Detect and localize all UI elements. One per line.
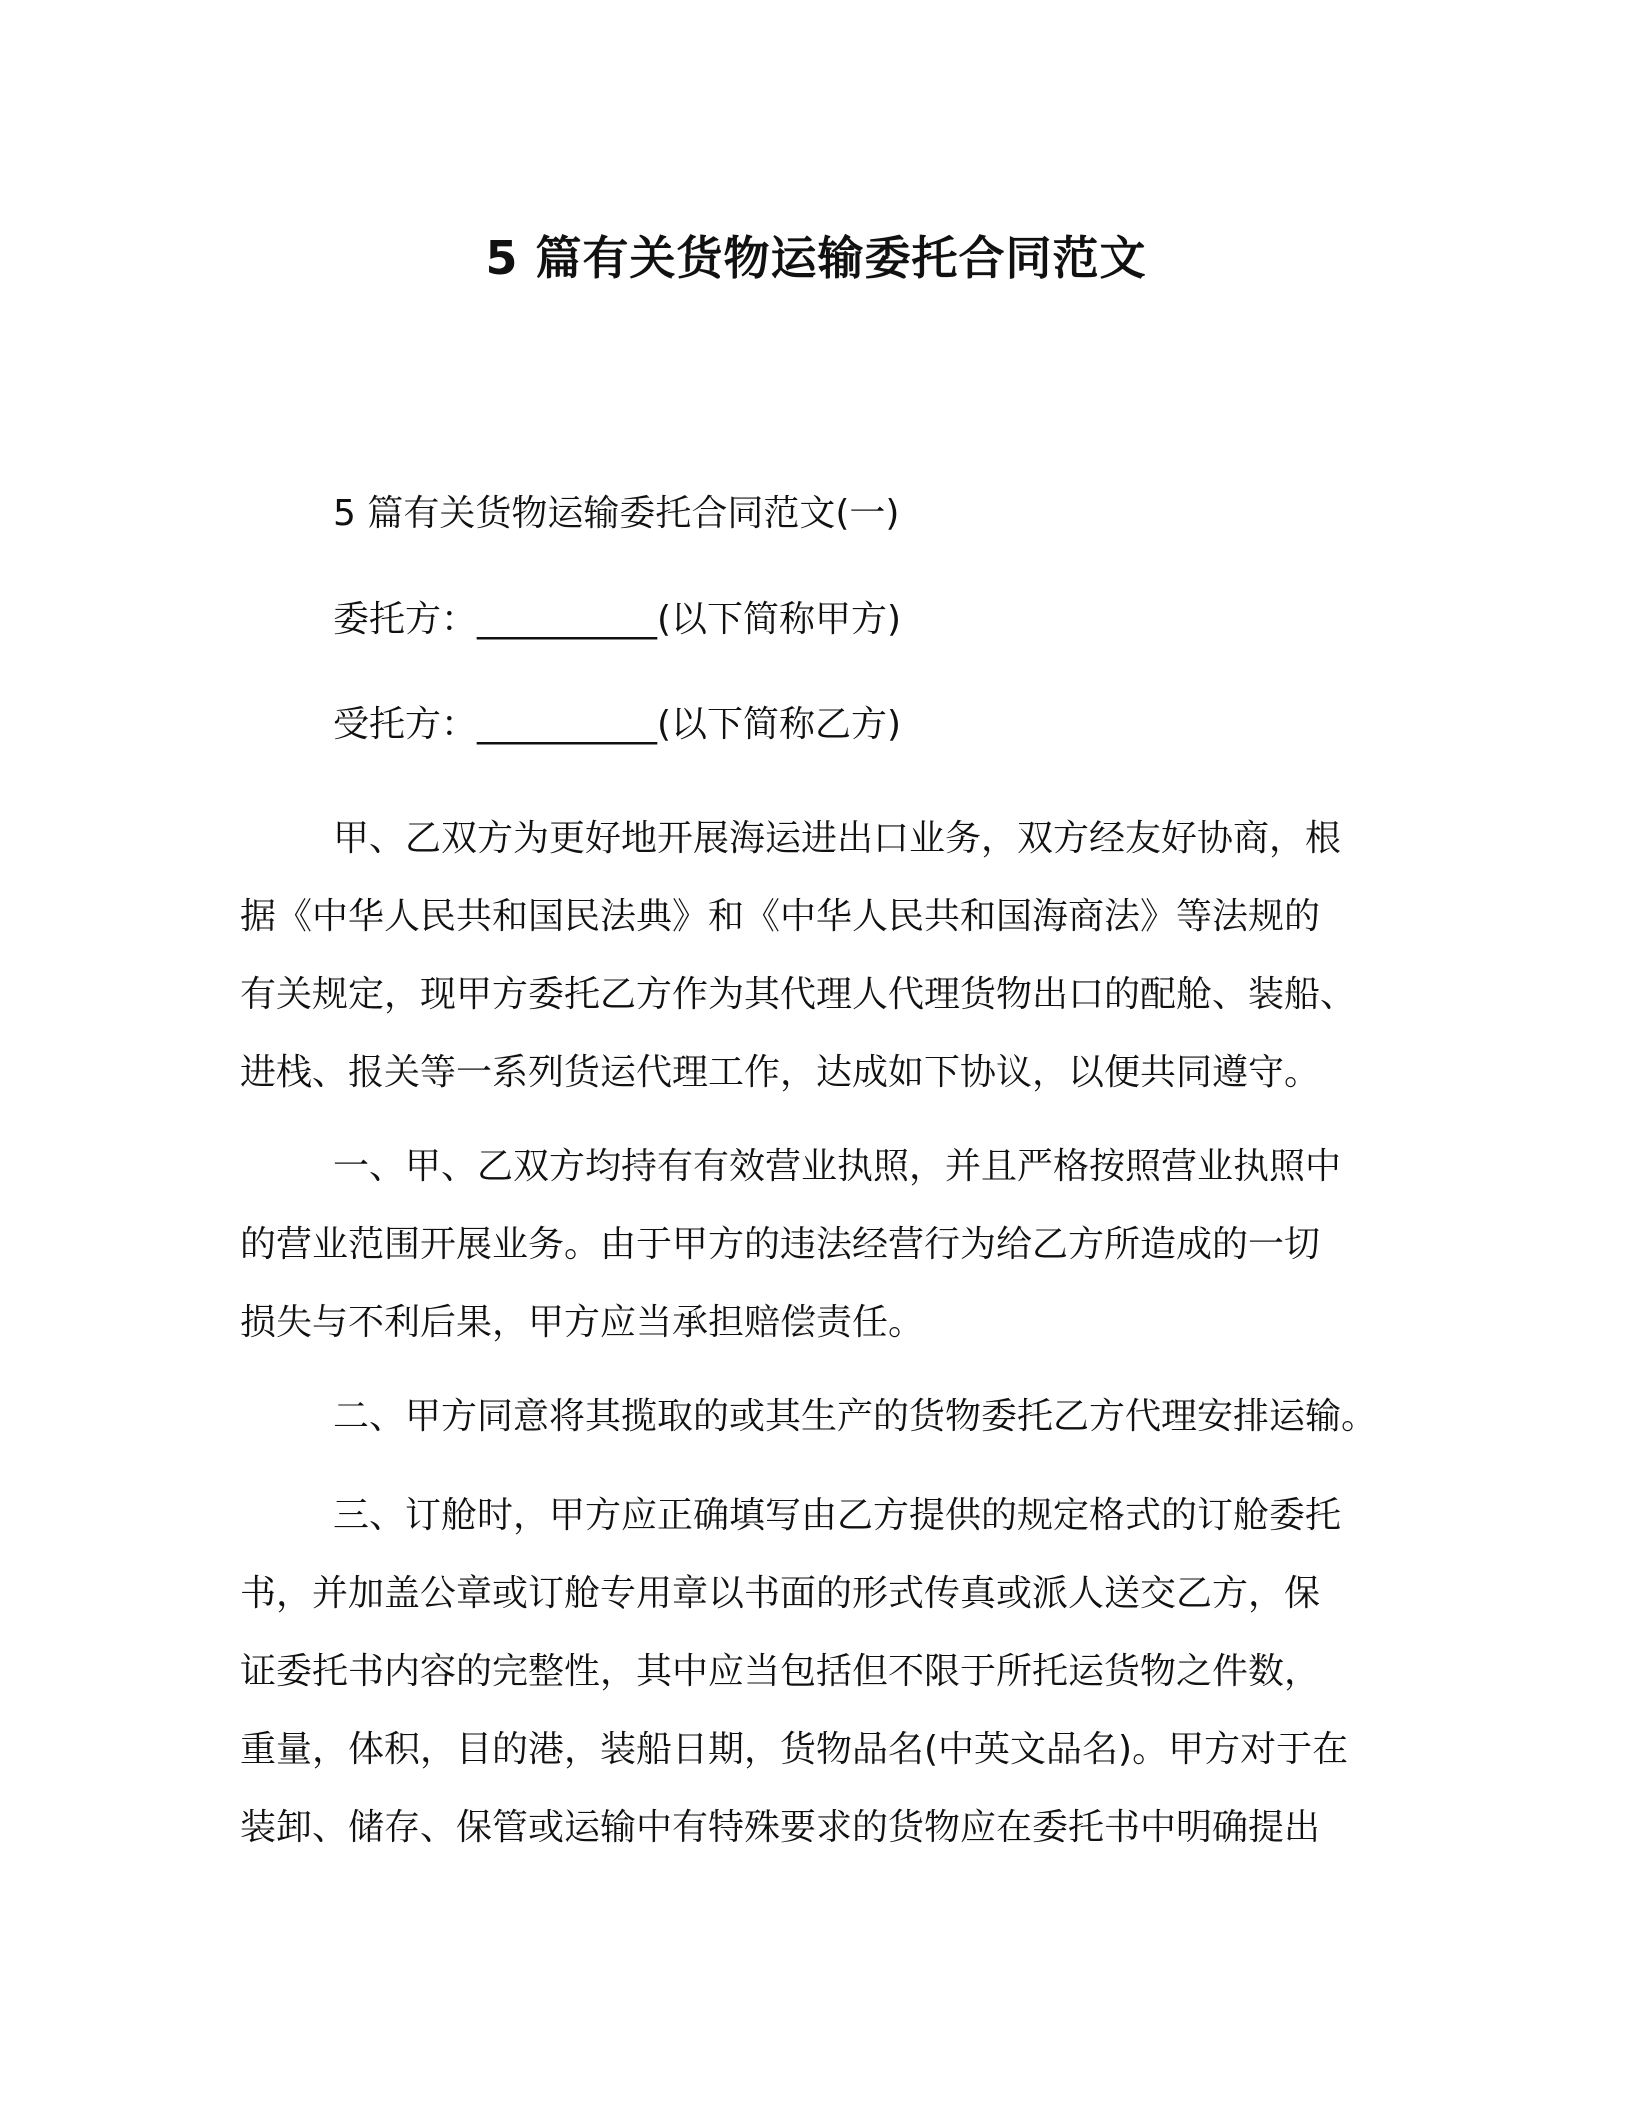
agent-party-line: 受托方：__________(以下简称乙方)	[333, 704, 902, 745]
paragraph-line: 重量，体积，目的港，装船日期，货物品名(中英文品名)。甲方对于在	[240, 1729, 1349, 1770]
paragraph-line: 书，并加盖公章或订舱专用章以书面的形式传真或派人送交乙方，保	[240, 1573, 1321, 1614]
paragraph-line: 的营业范围开展业务。由于甲方的违法经营行为给乙方所造成的一切	[240, 1224, 1321, 1265]
paragraph-line: 证委托书内容的完整性，其中应当包括但不限于所托运货物之件数，	[240, 1651, 1321, 1692]
paragraph-line: 损失与不利后果，甲方应当承担赔偿责任。	[240, 1302, 925, 1343]
client-party-line: 委托方：__________(以下简称甲方)	[333, 599, 902, 640]
document-title: 5 篇有关货物运输委托合同范文	[485, 231, 1147, 285]
paragraph-line: 进栈、报关等一系列货运代理工作，达成如下协议，以便共同遵守。	[240, 1052, 1321, 1093]
paragraph-line: 装卸、储存、保管或运输中有特殊要求的货物应在委托书中明确提出	[240, 1807, 1321, 1848]
paragraph-intro	[240, 800, 1392, 1112]
paragraph-line: 据《中华人民共和国民法典》和《中华人民共和国海商法》等法规的	[240, 896, 1321, 937]
paragraph-clause-2	[240, 1378, 1392, 1456]
paragraph-line: 有关规定，现甲方委托乙方作为其代理人代理货物出口的配舱、装船、	[240, 974, 1357, 1015]
paragraph-line: 三、订舱时，甲方应正确填写由乙方提供的规定格式的订舱委托	[333, 1495, 1342, 1536]
contract-subtitle: 5 篇有关货物运输委托合同范文(一)	[333, 493, 900, 534]
paragraph-line: 一、甲、乙双方均持有有效营业执照，并且严格按照营业执照中	[333, 1146, 1342, 1187]
paragraph-line: 二、甲方同意将其揽取的或其生产的货物委托乙方代理安排运输。	[333, 1396, 1378, 1437]
paragraph-clause-3	[240, 1477, 1392, 1867]
paragraph-line: 甲、乙双方为更好地开展海运进出口业务，双方经友好协商，根	[333, 818, 1342, 859]
paragraph-clause-1	[240, 1128, 1392, 1362]
